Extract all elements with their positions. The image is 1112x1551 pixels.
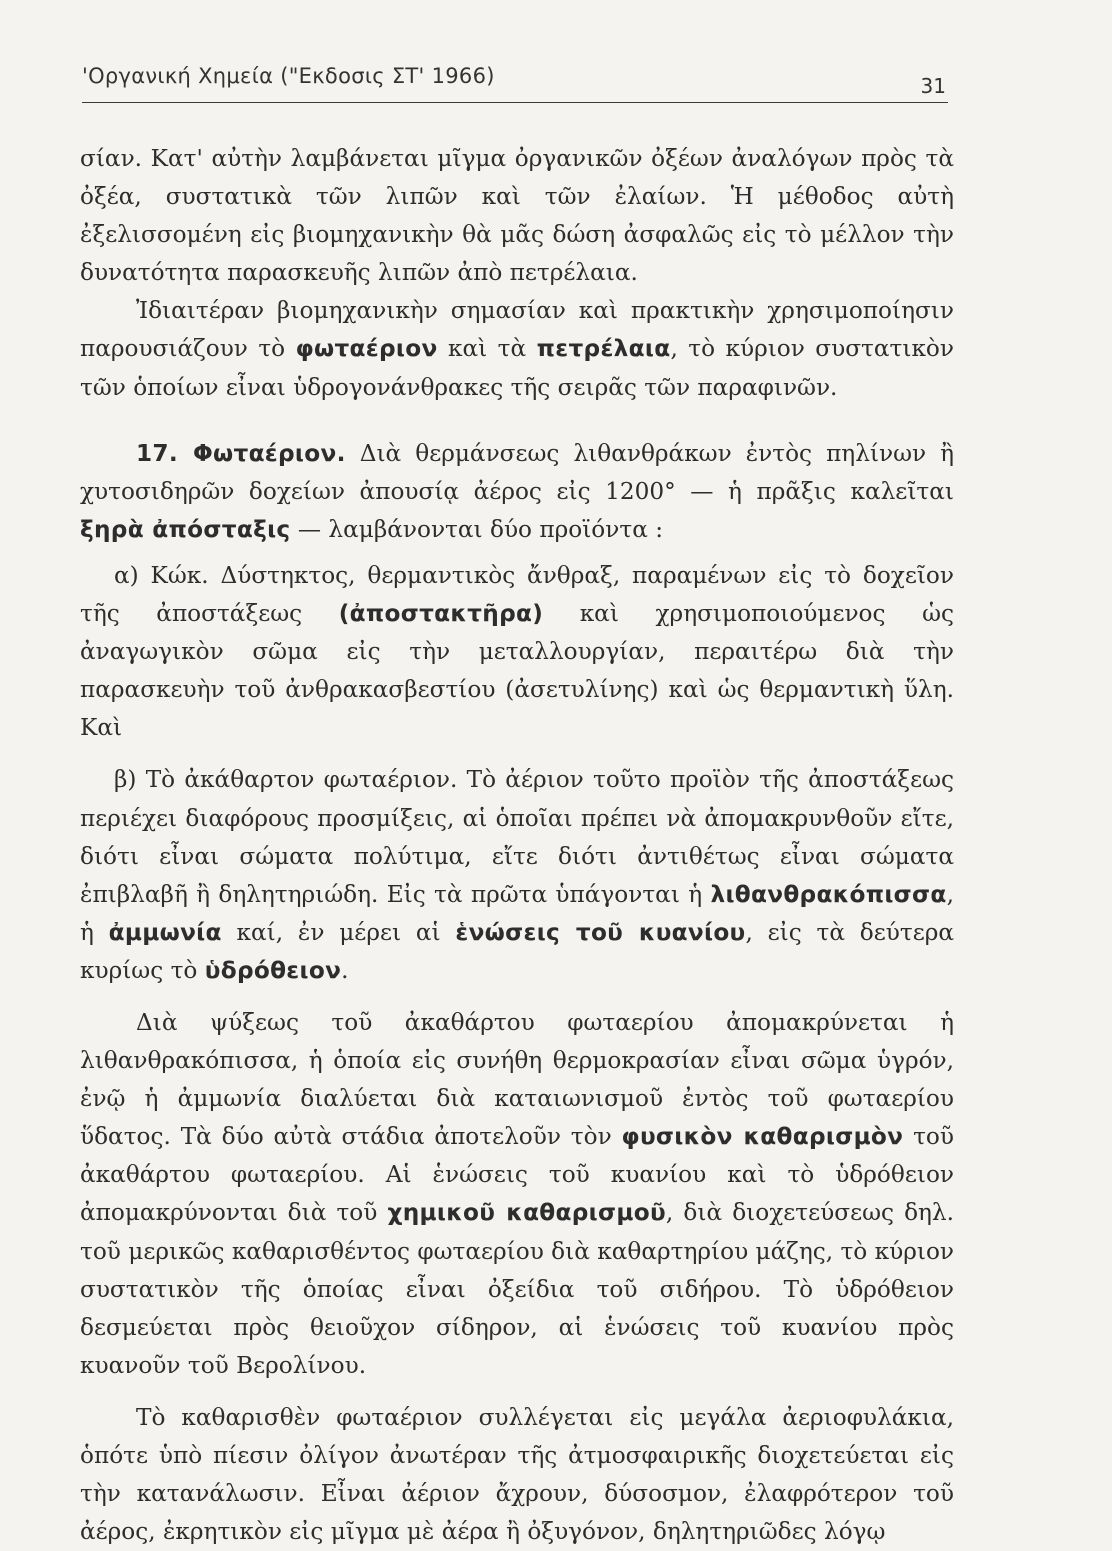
paragraph-text: β) Τὸ ἀκάθαρτον φωταέριον. Τὸ ἀέριον τοῦτο προϊὸν τῆς ἀποστάξεως περιέχει διαφόρους προσμίξεις, αἱ ὁποῖαι πρέπει νὰ ἀπομακρυνθοῦν εἴτε, διότι εἶναι σώματα πολύτιμα, εἴτε διότι ἀντιθέτως εἶναι σώματα ἐπιβλαβῆ ἢ δηλητηριώδη. Εἰς τὰ πρῶτα ὑπάγονται ἡ [80, 766, 954, 908]
paragraph-industrial-importance [80, 292, 954, 406]
paragraph-purification [80, 1004, 954, 1385]
paragraph-text: , διὰ διοχετεύσεως δηλ. τοῦ μερικῶς καθαρισθέντος φωταερίου διὰ καθαρτηρίου μάζης, τὸ κύριον συστατικὸν τῆς ὁποίας εἶναι ὀξείδια τοῦ σιδήρου. Τὸ ὑδρόθειον δεσμεύεται πρὸς θειοῦχον σίδηρον, αἱ ἑνώσεις τοῦ κυανίου πρὸς κυανοῦν τοῦ Βερολίνου. [80, 1199, 955, 1379]
paragraph-text: καί, ἐν μέρει αἱ [221, 918, 456, 946]
header-title: 'Οργανική Χημεία ("Εκδοσις ΣΤ' 1966) [82, 64, 495, 88]
paragraph-text: , εἰς τὰ δεύτερα κυρίως τὸ [80, 918, 955, 984]
paragraph-text: καὶ χρησιμοποιούμενος ὡς ἀναγωγικὸν σῶμα εἰς τὴν μεταλλουργίαν, περαιτέρω διὰ τὴν παρασκευὴν τοῦ ἀνθρακασβεστίου (ἀσετυλίνης) καὶ ὡς θερμαντικὴ ὕλη. Καὶ [80, 600, 954, 742]
item-b-raw-gas [80, 761, 954, 990]
item-a-coke [80, 557, 954, 747]
page-number: 31 [920, 74, 946, 98]
term-chemical-purification: χημικοῦ καθαρισμοῦ [387, 1199, 666, 1227]
paragraph-text: , ἡ [80, 880, 954, 946]
term-fotaerion: φωταέριον [295, 335, 438, 363]
term-petrelaia: πετρέλαια [536, 335, 671, 363]
paragraph-text: καὶ τὰ [437, 335, 537, 363]
paragraph-text: — λαμβάνονται δύο προϊόντα : [290, 515, 664, 543]
section-17-paragraph [80, 435, 954, 549]
page-body [80, 140, 954, 1551]
paragraph-text: . [341, 956, 349, 984]
paragraph-text: Τὸ καθαρισθὲν φωταέριον συλλέγεται εἰς μεγάλα ἀεριοφυλάκια, ὁπότε ὑπὸ πίεσιν ὀλίγον ἀνωτέραν τῆς ἀτμοσφαιρικῆς διοχετεύεται εἰς τὴν κατανάλωσιν. Εἶναι ἀέριον ἄχρουν, δύσοσμον, ἐλαφρότερον τοῦ ἀέρος, ἐκρητικὸν εἰς μῖγμα μὲ ἀέρα ἢ ὀξυγόνον, δηλητηριῶδες λόγῳ [80, 1403, 954, 1546]
term-hydrogen-sulfide: ὑδρόθειον [204, 956, 342, 984]
term-ammonia: ἀμμωνία [108, 918, 222, 946]
term-apostaktira: (ἀποστακτῆρα) [338, 600, 544, 628]
paragraph-text: τοῦ ἀκαθάρτου φωταερίου. Αἱ ἑνώσεις τοῦ κυανίου καὶ τὸ ὑδρόθειον ἀπομακρύνονται διὰ τοῦ [80, 1123, 954, 1227]
section-heading: 17. Φωταέριον. [136, 439, 346, 467]
term-lithanthrakopissa: λιθανθρακόπισσα [710, 880, 947, 908]
paragraph-text: , τὸ κύριον συστατικὸν τῶν ὁποίων εἶναι ὑδρογονάνθρακες τῆς σειρᾶς τῶν παραφινῶν. [80, 335, 954, 401]
term-cyanide-compounds: ἑνώσεις τοῦ κυανίου [455, 918, 746, 946]
paragraph-text: σίαν. Κατ' αὐτὴν λαμβάνεται μῖγμα ὀργανικῶν ὀξέων ἀναλόγων πρὸς τὰ ὀξέα, συστατικὰ τῶν λιπῶν καὶ τῶν ἐλαίων. Ἡ μέθοδος αὐτὴ ἐξελισσομένη εἰς βιομηχανικὴν θὰ μᾶς δώση ἀσφαλῶς εἰς τὸ μέλλον τὴν δυνατότητα παρασκευῆς λιπῶν ἀπὸ πετρέλαια. [80, 145, 954, 287]
running-header [82, 52, 948, 103]
paragraph-text: Ἰδιαιτέραν βιομηχανικὴν σημασίαν καὶ πρακτικὴν χρησιμοποίησιν παρουσιάζουν τὸ [80, 297, 954, 363]
term-physical-purification: φυσικὸν καθαρισμὸν [621, 1123, 904, 1151]
paragraph-continuation [80, 140, 954, 292]
term-xira-apostaxis: ξηρὰ ἀπόσταξις [80, 515, 291, 543]
paragraph-text: Διὰ θερμάνσεως λιθανθράκων ἐντὸς πηλίνων ἢ χυτοσιδηρῶν δοχείων ἀπουσίᾳ ἀέρος εἰς 1200° — ἡ πρᾶξις καλεῖται [80, 439, 955, 505]
paragraph-text: α) Κώκ. Δύστηκτος, θερμαντικὸς ἄνθραξ, παραμένων εἰς τὸ δοχεῖον τῆς ἀποστάξεως [80, 561, 954, 628]
paragraph-storage [80, 1399, 954, 1551]
paragraph-text: Διὰ ψύξεως τοῦ ἀκαθάρτου φωταερίου ἀπομακρύνεται ἡ λιθανθρακόπισσα, ἡ ὁποία εἰς συνήθη θερμοκρασίαν εἶναι σῶμα ὑγρόν, ἐνῷ ἡ ἀμμωνία διαλύεται διὰ καταιωνισμοῦ ἐντὸς τοῦ φωταερίου ὕδατος. Τὰ δύο αὐτὰ στάδια ἀποτελοῦν τὸν [80, 1008, 954, 1151]
